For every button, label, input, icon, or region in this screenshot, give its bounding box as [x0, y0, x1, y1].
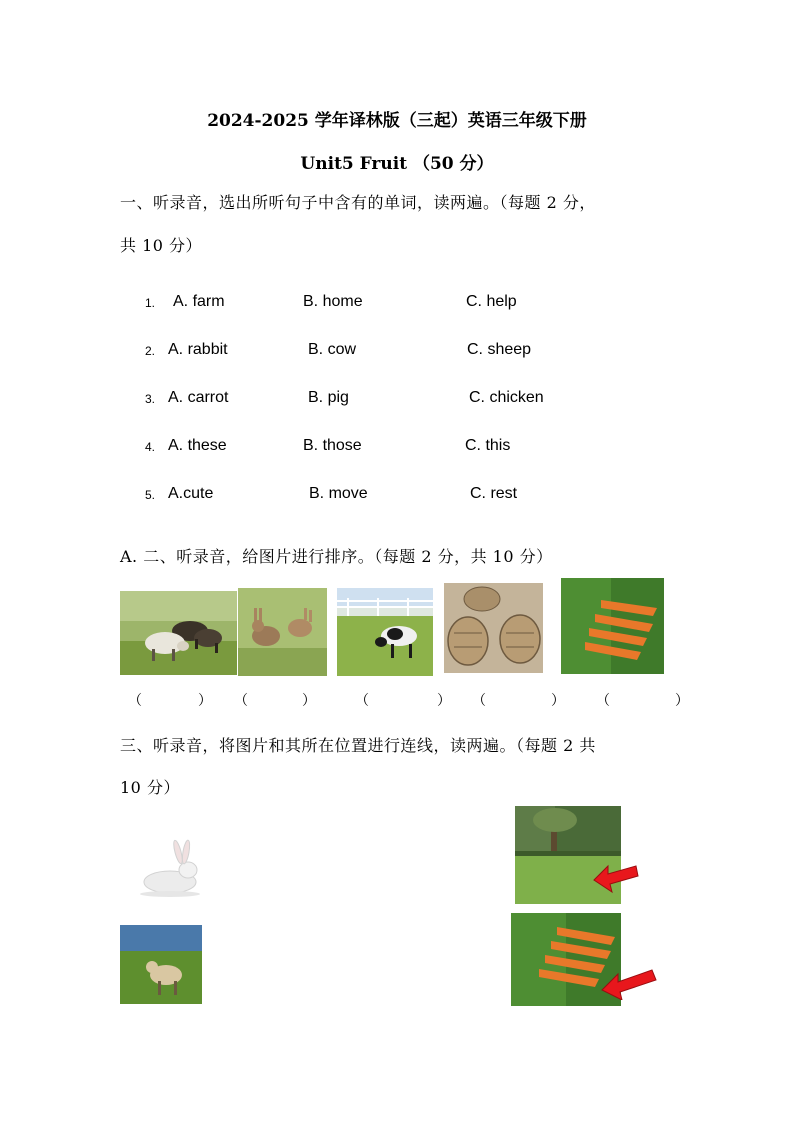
question-number: 5.: [145, 488, 156, 502]
sheep-photo-icon: [120, 591, 237, 675]
question-row-1: [0, 293, 794, 317]
section3-heading-line1: 三、听录音，将图片和其所在位置进行连线，读两遍。（每题 2 共: [120, 736, 596, 755]
chicken-cages-photo-icon: [444, 583, 543, 673]
option-c: C. help: [466, 293, 517, 310]
answer-blanks-row: [0, 690, 794, 710]
option-c: C. rest: [470, 485, 518, 502]
section2-heading: A. 二、听录音，给图片进行排序。（每题 2 分，共 10 分）: [120, 547, 553, 566]
question-number: 2.: [145, 344, 156, 358]
option-b: B. those: [303, 437, 362, 454]
page-subtitle: Unit5 Fruit （50 分）: [300, 154, 494, 174]
option-c: C. chicken: [469, 389, 544, 406]
question-row-4: [0, 437, 794, 461]
red-arrow-icon: [590, 860, 640, 894]
red-arrow-icon: [598, 960, 658, 1000]
option-c: C. this: [465, 437, 511, 454]
question-number: 4.: [145, 440, 156, 454]
blank-close-paren[interactable]: ）: [437, 693, 451, 709]
option-a: A. farm: [173, 293, 225, 310]
option-b: B. cow: [308, 341, 357, 358]
question-number: 1.: [145, 296, 156, 310]
option-a: A. rabbit: [168, 341, 228, 358]
blank-close-paren[interactable]: ）: [198, 693, 212, 709]
option-a: A. carrot: [168, 389, 229, 406]
blank-close-paren[interactable]: ）: [675, 693, 689, 709]
blank-open-paren[interactable]: （: [472, 693, 486, 709]
white-rabbit-photo-icon[interactable]: [120, 830, 215, 905]
question-row-2: [0, 341, 794, 365]
option-a: A.cute: [168, 485, 214, 502]
option-c: C. sheep: [467, 341, 532, 358]
option-b: B. pig: [308, 389, 349, 406]
blank-open-paren[interactable]: （: [596, 693, 610, 709]
option-b: B. move: [309, 485, 368, 502]
question-row-3: [0, 389, 794, 413]
blank-open-paren[interactable]: （: [355, 693, 369, 709]
blank-close-paren[interactable]: ）: [551, 693, 565, 709]
cow-photo-icon: [337, 588, 433, 676]
blank-close-paren[interactable]: ）: [302, 693, 316, 709]
section1-heading-line1: 一、听录音，选出所听句子中含有的单词，读两遍。（每题 2 分，: [120, 193, 596, 212]
blank-open-paren[interactable]: （: [234, 693, 248, 709]
blank-open-paren[interactable]: （: [128, 693, 142, 709]
sheep-field-photo-icon[interactable]: [120, 925, 202, 1004]
rabbits-photo-icon: [238, 588, 327, 676]
section3-heading-line2: 10 分）: [120, 778, 180, 797]
option-a: A. these: [168, 437, 227, 454]
question-row-5: [0, 485, 794, 509]
carrots-photo-icon: [561, 578, 664, 674]
question-number: 3.: [145, 392, 156, 406]
section1-heading-line2: 共 10 分）: [120, 236, 203, 255]
page-title: 2024-2025 学年译林版（三起）英语三年级下册: [207, 111, 587, 131]
option-b: B. home: [303, 293, 363, 310]
